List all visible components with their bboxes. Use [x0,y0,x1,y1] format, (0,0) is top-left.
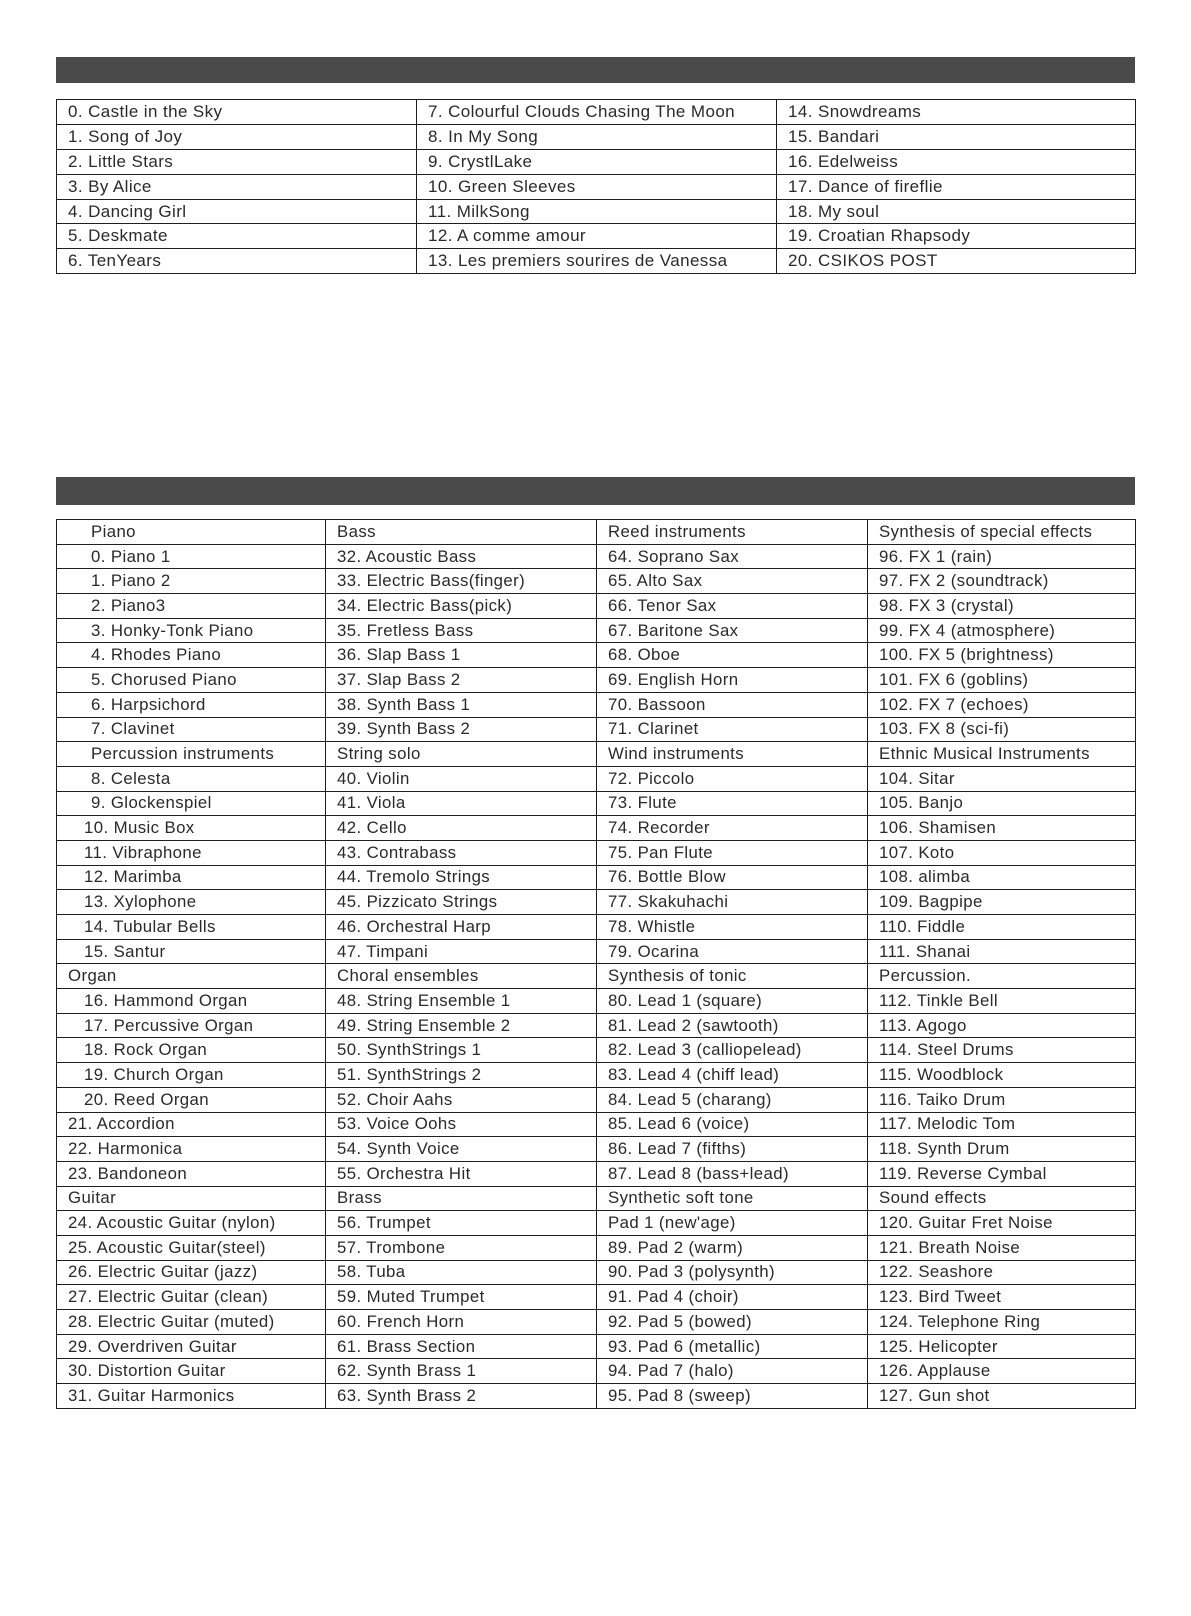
song-cell: 2. Little Stars [57,149,417,174]
voice-row [57,618,1136,643]
song-cell: 19. Croatian Rhapsody [777,224,1136,249]
voice-cell: 95. Pad 8 (sweep) [597,1384,868,1409]
voice-cell: 125. Helicopter [868,1334,1136,1359]
voice-row [57,643,1136,668]
voice-cell: 8. Celesta [57,766,326,791]
voice-cell: 45. Pizzicato Strings [326,890,597,915]
voice-row [57,1310,1136,1335]
voice-cell: 89. Pad 2 (warm) [597,1235,868,1260]
voice-cell: 48. String Ensemble 1 [326,989,597,1014]
voice-cell: 84. Lead 5 (charang) [597,1087,868,1112]
voice-cell: 113. Agogo [868,1013,1136,1038]
song-row [57,224,1136,249]
voice-cell: 70. Bassoon [597,692,868,717]
voice-cell: 11. Vibraphone [57,840,326,865]
voice-row [57,840,1136,865]
voice-cell: 4. Rhodes Piano [57,643,326,668]
voice-cell: 104. Sitar [868,766,1136,791]
voice-cell: 122. Seashore [868,1260,1136,1285]
voice-cell: 30. Distortion Guitar [57,1359,326,1384]
voice-cell: 107. Koto [868,840,1136,865]
voices-header-bar [56,477,1135,505]
voice-cell: 43. Contrabass [326,840,597,865]
voice-cell: 55. Orchestra Hit [326,1161,597,1186]
song-cell: 5. Deskmate [57,224,417,249]
song-cell: 14. Snowdreams [777,100,1136,125]
voice-cell: 61. Brass Section [326,1334,597,1359]
song-cell: 15. Bandari [777,124,1136,149]
voice-cell: 0. Piano 1 [57,544,326,569]
voice-cell: 115. Woodblock [868,1063,1136,1088]
voice-category-cell: Synthesis of tonic [597,964,868,989]
voice-cell: 71. Clarinet [597,717,868,742]
voice-cell: 38. Synth Bass 1 [326,692,597,717]
voice-row [57,1038,1136,1063]
voice-cell: 14. Tubular Bells [57,915,326,940]
voice-row [57,1137,1136,1162]
song-cell: 18. My soul [777,199,1136,224]
voice-cell: 102. FX 7 (echoes) [868,692,1136,717]
voice-cell: 66. Tenor Sax [597,594,868,619]
voice-row [57,1087,1136,1112]
voice-cell: 44. Tremolo Strings [326,865,597,890]
voice-row [57,766,1136,791]
voice-row [57,1161,1136,1186]
voice-cell: 32. Acoustic Bass [326,544,597,569]
song-cell: 8. In My Song [417,124,777,149]
voice-cell: 23. Bandoneon [57,1161,326,1186]
voice-row [57,1063,1136,1088]
voice-cell: 29. Overdriven Guitar [57,1334,326,1359]
voice-cell: 28. Electric Guitar (muted) [57,1310,326,1335]
voice-cell: 13. Xylophone [57,890,326,915]
song-cell: 7. Colourful Clouds Chasing The Moon [417,100,777,125]
voice-cell: 47. Timpani [326,939,597,964]
voice-cell: 76. Bottle Blow [597,865,868,890]
voice-cell: 126. Applause [868,1359,1136,1384]
voice-cell: 5. Chorused Piano [57,668,326,693]
voice-row [57,1260,1136,1285]
voice-category-cell: Synthesis of special effects [868,520,1136,545]
voice-cell: 35. Fretless Bass [326,618,597,643]
song-cell: 16. Edelweiss [777,149,1136,174]
voice-cell: 15. Santur [57,939,326,964]
voice-cell: 100. FX 5 (brightness) [868,643,1136,668]
voice-row [57,1013,1136,1038]
voice-category-cell: Organ [57,964,326,989]
voice-cell: 33. Electric Bass(finger) [326,569,597,594]
voice-cell: 64. Soprano Sax [597,544,868,569]
voice-cell: 73. Flute [597,791,868,816]
voice-category-cell: Ethnic Musical Instruments [868,742,1136,767]
voice-row [57,1112,1136,1137]
voice-row [57,1384,1136,1409]
voice-cell: 21. Accordion [57,1112,326,1137]
voice-cell: 112. Tinkle Bell [868,989,1136,1014]
song-cell: 9. CrystlLake [417,149,777,174]
voice-cell: 46. Orchestral Harp [326,915,597,940]
voice-row [57,989,1136,1014]
song-cell: 17. Dance of fireflie [777,174,1136,199]
voice-cell: 86. Lead 7 (fifths) [597,1137,868,1162]
voice-cell: 93. Pad 6 (metallic) [597,1334,868,1359]
voice-cell: 67. Baritone Sax [597,618,868,643]
voice-cell: 10. Music Box [57,816,326,841]
voice-cell: 94. Pad 7 (halo) [597,1359,868,1384]
voice-row [57,1211,1136,1236]
voice-row [57,544,1136,569]
voice-cell: 52. Choir Aahs [326,1087,597,1112]
voice-cell: 69. English Horn [597,668,868,693]
voice-category-cell: Piano [57,520,326,545]
voice-cell: 78. Whistle [597,915,868,940]
voice-cell: 72. Piccolo [597,766,868,791]
voice-row [57,890,1136,915]
voice-cell: 114. Steel Drums [868,1038,1136,1063]
voice-category-cell: Brass [326,1186,597,1211]
voice-cell: 109. Bagpipe [868,890,1136,915]
voice-cell: 62. Synth Brass 1 [326,1359,597,1384]
voice-row [57,865,1136,890]
voice-cell: 19. Church Organ [57,1063,326,1088]
voice-cell: 119. Reverse Cymbal [868,1161,1136,1186]
voice-cell: 110. Fiddle [868,915,1136,940]
voice-cell: 3. Honky-Tonk Piano [57,618,326,643]
voice-row [57,915,1136,940]
demo-song-table [56,99,1136,274]
voice-list-table [56,519,1136,1409]
song-cell: 12. A comme amour [417,224,777,249]
voice-cell: 111. Shanai [868,939,1136,964]
voice-row [57,717,1136,742]
voice-cell: 106. Shamisen [868,816,1136,841]
voice-cell: 16. Hammond Organ [57,989,326,1014]
voice-row [57,1186,1136,1211]
song-row [57,149,1136,174]
voice-cell: 98. FX 3 (crystal) [868,594,1136,619]
voice-row [57,1235,1136,1260]
voice-cell: 65. Alto Sax [597,569,868,594]
voice-cell: 22. Harmonica [57,1137,326,1162]
voice-cell: 26. Electric Guitar (jazz) [57,1260,326,1285]
voice-cell: 108. alimba [868,865,1136,890]
voice-cell: 51. SynthStrings 2 [326,1063,597,1088]
voice-cell: 18. Rock Organ [57,1038,326,1063]
voice-cell: 97. FX 2 (soundtrack) [868,569,1136,594]
song-row [57,199,1136,224]
song-cell: 6. TenYears [57,249,417,274]
voice-category-cell: Synthetic soft tone [597,1186,868,1211]
song-row [57,249,1136,274]
voice-cell: 82. Lead 3 (calliopelead) [597,1038,868,1063]
voice-category-cell: String solo [326,742,597,767]
voice-cell: 87. Lead 8 (bass+lead) [597,1161,868,1186]
voice-cell: 53. Voice Oohs [326,1112,597,1137]
voice-cell: 49. String Ensemble 2 [326,1013,597,1038]
voice-cell: 74. Recorder [597,816,868,841]
voice-row [57,964,1136,989]
voice-cell: 41. Viola [326,791,597,816]
voice-category-cell: Reed instruments [597,520,868,545]
voice-row [57,742,1136,767]
voice-cell: 34. Electric Bass(pick) [326,594,597,619]
voice-cell: 7. Clavinet [57,717,326,742]
voice-cell: 37. Slap Bass 2 [326,668,597,693]
voice-cell: 56. Trumpet [326,1211,597,1236]
voice-cell: 124. Telephone Ring [868,1310,1136,1335]
voice-category-cell: Sound effects [868,1186,1136,1211]
voice-cell: 91. Pad 4 (choir) [597,1285,868,1310]
voice-cell: 105. Banjo [868,791,1136,816]
song-row [57,174,1136,199]
voice-cell: 92. Pad 5 (bowed) [597,1310,868,1335]
voice-cell: 25. Acoustic Guitar(steel) [57,1235,326,1260]
song-cell: 13. Les premiers sourires de Vanessa [417,249,777,274]
voice-category-cell: Guitar [57,1186,326,1211]
voice-cell: 99. FX 4 (atmosphere) [868,618,1136,643]
voice-cell: 59. Muted Trumpet [326,1285,597,1310]
voice-cell: 1. Piano 2 [57,569,326,594]
voice-cell: 79. Ocarina [597,939,868,964]
voice-cell: 27. Electric Guitar (clean) [57,1285,326,1310]
voice-cell: 116. Taiko Drum [868,1087,1136,1112]
voice-cell: 68. Oboe [597,643,868,668]
voice-category-cell: Wind instruments [597,742,868,767]
voice-category-cell: Percussion instruments [57,742,326,767]
voice-cell: 50. SynthStrings 1 [326,1038,597,1063]
voice-cell: 42. Cello [326,816,597,841]
voice-cell: 9. Glockenspiel [57,791,326,816]
voice-cell: 40. Violin [326,766,597,791]
voice-row [57,520,1136,545]
voice-cell: 121. Breath Noise [868,1235,1136,1260]
voice-cell: 101. FX 6 (goblins) [868,668,1136,693]
voice-cell: 24. Acoustic Guitar (nylon) [57,1211,326,1236]
voice-row [57,939,1136,964]
voice-cell: 81. Lead 2 (sawtooth) [597,1013,868,1038]
voice-cell: 20. Reed Organ [57,1087,326,1112]
voice-cell: 17. Percussive Organ [57,1013,326,1038]
voice-cell: 123. Bird Tweet [868,1285,1136,1310]
voice-cell: Pad 1 (new'age) [597,1211,868,1236]
voice-cell: 127. Gun shot [868,1384,1136,1409]
voice-cell: 6. Harpsichord [57,692,326,717]
voice-cell: 90. Pad 3 (polysynth) [597,1260,868,1285]
song-cell: 10. Green Sleeves [417,174,777,199]
song-cell: 11. MilkSong [417,199,777,224]
voice-cell: 77. Skakuhachi [597,890,868,915]
voice-cell: 12. Marimba [57,865,326,890]
voice-cell: 58. Tuba [326,1260,597,1285]
voice-cell: 36. Slap Bass 1 [326,643,597,668]
voice-row [57,791,1136,816]
voice-row [57,1359,1136,1384]
voice-category-cell: Percussion. [868,964,1136,989]
song-cell: 3. By Alice [57,174,417,199]
voice-row [57,668,1136,693]
voice-cell: 31. Guitar Harmonics [57,1384,326,1409]
voice-category-cell: Bass [326,520,597,545]
voice-cell: 57. Trombone [326,1235,597,1260]
voice-row [57,1334,1136,1359]
song-cell: 4. Dancing Girl [57,199,417,224]
voice-cell: 54. Synth Voice [326,1137,597,1162]
voice-cell: 83. Lead 4 (chiff lead) [597,1063,868,1088]
voice-cell: 2. Piano3 [57,594,326,619]
voice-cell: 96. FX 1 (rain) [868,544,1136,569]
voice-row [57,569,1136,594]
voice-cell: 120. Guitar Fret Noise [868,1211,1136,1236]
voice-row [57,594,1136,619]
song-cell: 0. Castle in the Sky [57,100,417,125]
songs-header-bar [56,57,1135,83]
song-row [57,124,1136,149]
voice-cell: 118. Synth Drum [868,1137,1136,1162]
voice-row [57,692,1136,717]
voice-cell: 117. Melodic Tom [868,1112,1136,1137]
voice-category-cell: Choral ensembles [326,964,597,989]
song-cell: 20. CSIKOS POST [777,249,1136,274]
voice-cell: 75. Pan Flute [597,840,868,865]
song-cell: 1. Song of Joy [57,124,417,149]
voice-cell: 63. Synth Brass 2 [326,1384,597,1409]
voice-cell: 80. Lead 1 (square) [597,989,868,1014]
voice-cell: 39. Synth Bass 2 [326,717,597,742]
voice-cell: 85. Lead 6 (voice) [597,1112,868,1137]
voice-row [57,816,1136,841]
voice-cell: 60. French Horn [326,1310,597,1335]
voice-row [57,1285,1136,1310]
voice-cell: 103. FX 8 (sci-fi) [868,717,1136,742]
song-row [57,100,1136,125]
